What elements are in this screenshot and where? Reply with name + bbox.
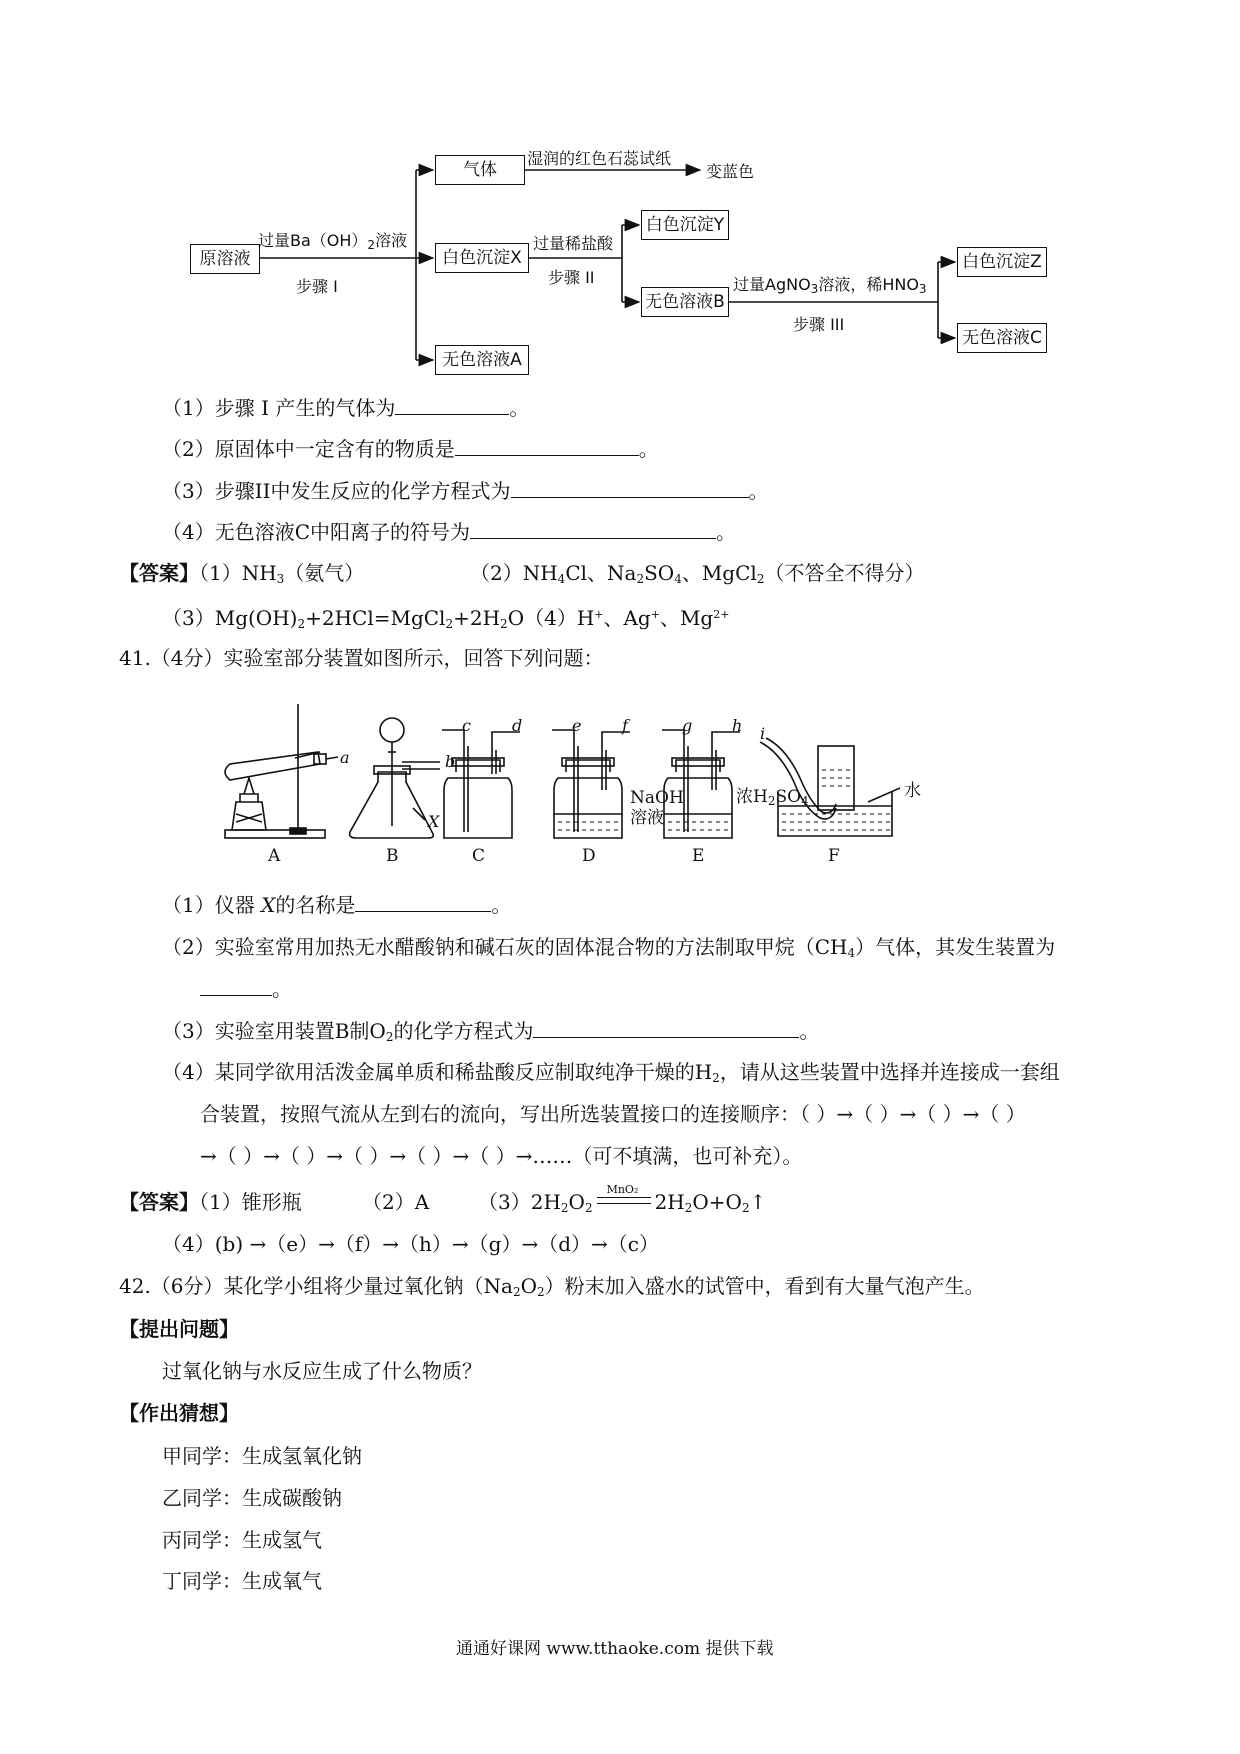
ans2-sub3: 4 bbox=[674, 572, 682, 586]
port-d: d bbox=[512, 716, 523, 735]
q40-sub3-text: （3）步骤II中发生反应的化学方程式为 bbox=[162, 479, 511, 503]
ans2-a: （2）NH bbox=[470, 561, 558, 585]
agno3-sub: 3 bbox=[810, 282, 819, 296]
ans3-c: +2H bbox=[453, 606, 501, 630]
ans3-sub3: 2 bbox=[684, 1201, 693, 1215]
q40-answer-line2 bbox=[162, 602, 729, 637]
ans1-sub: 3 bbox=[276, 572, 285, 586]
q41-sub1-x: X bbox=[261, 893, 276, 917]
q41-ans3 bbox=[478, 1183, 767, 1221]
step3-label: 步骤 III bbox=[793, 315, 845, 334]
ans3-sub2: 2 bbox=[445, 617, 454, 631]
period: 。 bbox=[272, 977, 292, 1001]
ans2-c: SO bbox=[644, 561, 675, 585]
ans4-sup2: + bbox=[650, 608, 660, 621]
q40-answer-line1 bbox=[119, 560, 364, 592]
q40-sub2 bbox=[162, 435, 659, 462]
q42-guess-4: 丁同学：生成氧气 bbox=[162, 1569, 322, 1593]
step2-label: 步骤 II bbox=[548, 268, 595, 287]
ans4-sup1: + bbox=[594, 608, 604, 621]
ans2-sub1: 4 bbox=[557, 572, 566, 586]
q42-title-a: 42.（6分）某化学小组将少量过氧化钠（Na bbox=[119, 1274, 513, 1298]
ans3-e: ↑ bbox=[749, 1190, 767, 1214]
turns-blue-label: 变蓝色 bbox=[706, 162, 755, 181]
hno3-sub: 3 bbox=[918, 282, 927, 296]
q41-sub4-line3: →（ ）→（ ）→（ ）→（ ）→（ ）→……（可不填满，也可补充）。 bbox=[200, 1144, 803, 1168]
q42-title-sub1: 2 bbox=[512, 1285, 521, 1299]
water-label: 水 bbox=[904, 781, 921, 801]
white-ppt-x-box: 白色沉淀X bbox=[435, 243, 529, 273]
q41-sub1-a: （1）仪器 bbox=[162, 893, 262, 917]
q42-title-sub2: 2 bbox=[537, 1285, 545, 1299]
apparatus-figure bbox=[200, 690, 1080, 870]
baoh-tail: 溶液 bbox=[375, 231, 408, 250]
q41-title: 41.（4分）实验室部分装置如图所示，回答下列问题： bbox=[119, 646, 604, 670]
apparatus-label-e: E bbox=[692, 846, 705, 866]
colorless-b-box: 无色溶液B bbox=[641, 287, 729, 317]
reaction-condition bbox=[593, 1183, 655, 1209]
q42-question: 过氧化钠与水反应生成了什么物质？ bbox=[162, 1359, 482, 1383]
apparatus-label-d: D bbox=[582, 846, 596, 866]
q40-sub4 bbox=[162, 518, 736, 545]
ans3-d: O bbox=[507, 606, 525, 630]
answer-blank[interactable] bbox=[355, 891, 491, 912]
q42-guess-3: 丙同学：生成氢气 bbox=[162, 1528, 322, 1552]
q42-title bbox=[119, 1273, 985, 1305]
agno3-text-b: 溶液，稀HNO bbox=[818, 275, 919, 294]
ans3-sub1: 2 bbox=[297, 617, 306, 631]
flowchart bbox=[0, 0, 1240, 380]
q40-sub1 bbox=[162, 394, 529, 421]
q41-sub4-sub: 2 bbox=[712, 1071, 720, 1085]
h2so4-label bbox=[736, 782, 809, 808]
answer-tag: 【答案】 bbox=[119, 561, 199, 585]
naoh-line2: 溶液 bbox=[630, 808, 664, 828]
q42-title-c: ）粉末加入盛水的试管中，看到有大量气泡产生。 bbox=[544, 1274, 985, 1298]
q41-sub4 bbox=[162, 1059, 1060, 1091]
h2so4-a: 浓H bbox=[736, 787, 768, 807]
ans3-b: O bbox=[568, 1190, 585, 1214]
q41-sub2-b: ）气体，其发生装置为 bbox=[855, 935, 1056, 959]
port-h: h bbox=[732, 716, 743, 735]
white-ppt-z-box: 白色沉淀Z bbox=[957, 247, 1047, 277]
ans1-a: （1）NH bbox=[199, 561, 277, 585]
ans3-sub4: 2 bbox=[741, 1201, 750, 1215]
q40-sub4-text: （4）无色溶液C中阳离子的符号为 bbox=[162, 520, 471, 544]
q42-raise-tag: 【提出问题】 bbox=[119, 1317, 239, 1341]
baoh-text: 过量Ba（OH） bbox=[258, 231, 368, 250]
naoh-line1: NaOH bbox=[630, 788, 684, 808]
gas-box: 气体 bbox=[435, 155, 525, 185]
ans4-c: 、Mg bbox=[659, 606, 714, 630]
period: 。 bbox=[638, 437, 659, 461]
q42-guess-tag: 【作出猜想】 bbox=[119, 1401, 239, 1425]
port-e: e bbox=[572, 716, 582, 735]
q41-sub3-sub: 2 bbox=[385, 1030, 394, 1044]
q42-guess-1: 甲同学：生成氢氧化钠 bbox=[162, 1444, 362, 1468]
ans2-b: Cl、Na bbox=[565, 561, 637, 585]
baoh-label bbox=[258, 228, 407, 252]
port-c: c bbox=[462, 716, 471, 735]
ans2-e: （不答全不得分） bbox=[764, 561, 925, 585]
h2so4-sub2: 4 bbox=[801, 794, 809, 808]
q40-answer-line1b bbox=[470, 560, 924, 592]
answer-blank[interactable] bbox=[511, 477, 749, 498]
period: 。 bbox=[491, 893, 512, 917]
port-i: i bbox=[760, 724, 766, 743]
period: 。 bbox=[716, 520, 737, 544]
colorless-c-box: 无色溶液C bbox=[957, 323, 1047, 353]
q40-sub3 bbox=[162, 477, 769, 504]
apparatus-label-f: F bbox=[828, 846, 840, 866]
ans2-d: 、MgCl bbox=[681, 561, 757, 585]
answer-blank[interactable] bbox=[470, 518, 716, 539]
h2so4-b: SO bbox=[775, 787, 802, 807]
q41-sub3-b: 的化学方程式为 bbox=[393, 1019, 534, 1043]
answer-blank[interactable] bbox=[200, 975, 272, 996]
page-footer: 通通好课网 www.tthaoke.com 提供下载 bbox=[456, 1639, 774, 1659]
ans3-sub2: 2 bbox=[584, 1201, 593, 1215]
q41-sub2-a: （2）实验室常用加热无水醋酸钠和碱石灰的固体混合物的方法制取甲烷（CH bbox=[162, 935, 848, 959]
q42-title-b: O bbox=[520, 1274, 538, 1298]
port-b: b bbox=[445, 752, 456, 771]
q42-guess-2: 乙同学：生成碳酸钠 bbox=[162, 1486, 342, 1510]
apparatus-label-c: C bbox=[472, 846, 486, 866]
colorless-a-box: 无色溶液A bbox=[435, 345, 529, 375]
ans2-sub4: 2 bbox=[756, 572, 765, 586]
q41-answer-line1 bbox=[119, 1189, 302, 1215]
ans3-b: +2HCl=MgCl bbox=[305, 606, 446, 630]
h2so4-sub1: 2 bbox=[767, 794, 776, 808]
ans3-sub1: 2 bbox=[560, 1201, 569, 1215]
step1-label: 步骤 I bbox=[296, 277, 338, 296]
answer-tag: 【答案】 bbox=[119, 1190, 199, 1214]
q41-sub1 bbox=[162, 891, 511, 918]
q41-sub1-b: 的名称是 bbox=[275, 893, 356, 917]
port-f: f bbox=[622, 716, 628, 735]
flowchart-lines bbox=[0, 0, 1240, 380]
naoh-label bbox=[630, 788, 684, 828]
ans3-a: （3）2H bbox=[478, 1190, 561, 1214]
q41-sub2 bbox=[162, 934, 1055, 966]
q41-ans2: （2）A bbox=[362, 1190, 430, 1214]
ans4-sup3: 2+ bbox=[713, 608, 730, 621]
ans3-sub3: 2 bbox=[500, 617, 508, 631]
q41-sub4-a: （4）某同学欲用活泼金属单质和稀盐酸反应制取纯净干燥的H bbox=[162, 1060, 713, 1084]
ans3-d: O+O bbox=[692, 1190, 742, 1214]
q41-sub2-sub: 4 bbox=[847, 946, 856, 960]
q41-ans1: （1）锥形瓶 bbox=[199, 1190, 302, 1214]
q41-sub4-b: ，请从这些装置中选择并连接成一套组 bbox=[719, 1060, 1060, 1084]
apparatus-drawing bbox=[200, 690, 1080, 870]
port-g: g bbox=[682, 716, 693, 735]
q41-sub4-line2: 合装置，按照气流从左到右的流向，写出所选装置接口的连接顺序：（ ）→（ ）→（ ）→（ ） bbox=[200, 1102, 1026, 1126]
q41-answer-line2: （4）(b) →（e）→（f）→（h）→（g）→（d）→（c） bbox=[162, 1232, 659, 1256]
port-a: a bbox=[340, 748, 350, 767]
period: 。 bbox=[509, 396, 530, 420]
baoh-sub: 2 bbox=[367, 238, 376, 252]
answer-blank[interactable] bbox=[455, 435, 639, 456]
period: 。 bbox=[748, 479, 769, 503]
catalyst-label: MnO₂ bbox=[606, 1183, 639, 1196]
q40-sub1-text: （1）步骤 I 产生的气体为 bbox=[162, 396, 396, 420]
apparatus-label-b: B bbox=[386, 846, 399, 866]
q41-sub3 bbox=[162, 1017, 819, 1050]
q40-sub2-text: （2）原固体中一定含有的物质是 bbox=[162, 437, 455, 461]
q41-sub2-line2 bbox=[200, 975, 292, 1002]
ans1-b: （氨气） bbox=[284, 561, 365, 585]
raw-solution-box: 原溶液 bbox=[190, 244, 260, 274]
q41-sub3-a: （3）实验室用装置B制O bbox=[162, 1019, 386, 1043]
answer-blank[interactable] bbox=[533, 1017, 799, 1038]
ans3-c: 2H bbox=[654, 1190, 685, 1214]
litmus-label: 湿润的红色石蕊试纸 bbox=[527, 149, 672, 168]
hcl-label: 过量稀盐酸 bbox=[533, 234, 614, 253]
equals-sign bbox=[597, 1197, 651, 1204]
q40-ans1 bbox=[199, 561, 364, 585]
ans4-a: （4）H bbox=[524, 606, 595, 630]
ans3-a: （3）Mg(OH) bbox=[162, 606, 298, 630]
flask-x-label: X bbox=[428, 812, 440, 831]
period: 。 bbox=[799, 1019, 820, 1043]
ans2-sub2: 2 bbox=[636, 572, 645, 586]
agno3-text-a: 过量AgNO bbox=[733, 275, 811, 294]
apparatus-label-a: A bbox=[268, 846, 281, 866]
ans4-b: 、Ag bbox=[603, 606, 651, 630]
white-ppt-y-box: 白色沉淀Y bbox=[641, 210, 729, 240]
agno3-label bbox=[733, 272, 927, 296]
answer-blank[interactable] bbox=[395, 394, 509, 415]
